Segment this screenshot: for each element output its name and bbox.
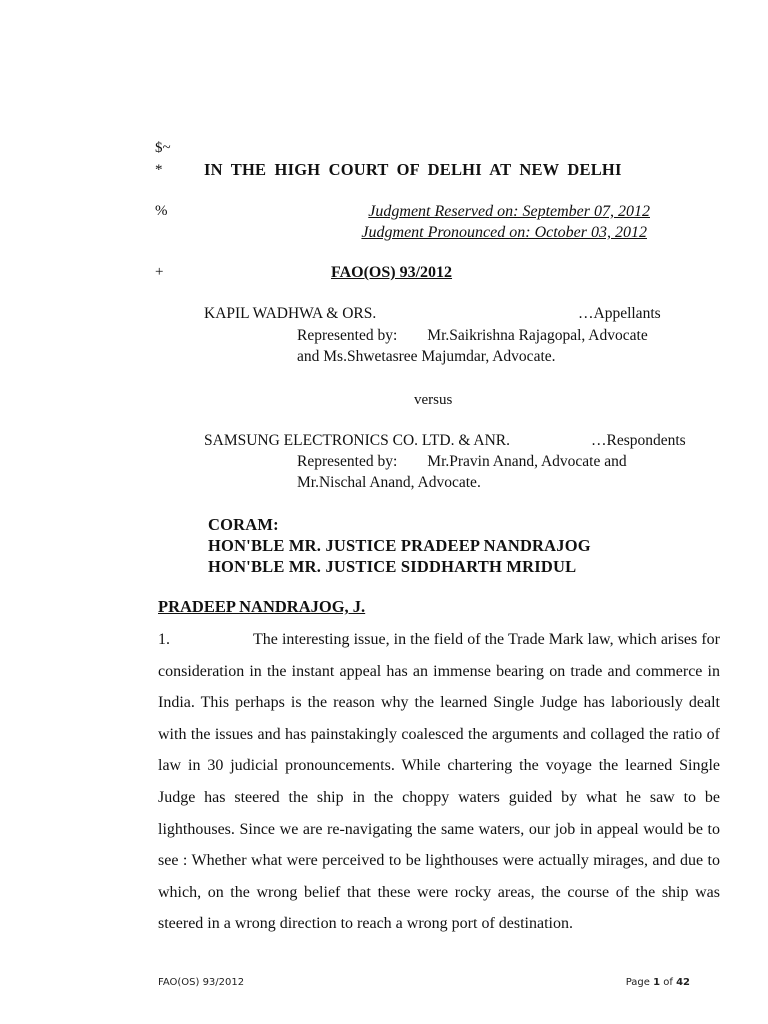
respondents-name: SAMSUNG ELECTRONICS CO. LTD. & ANR.: [204, 432, 511, 449]
appellants-name: KAPIL WADHWA & ORS.: [204, 305, 377, 322]
appellants-rep-line1: Mr.Saikrishna Rajagopal, Advocate: [427, 327, 648, 344]
coram-label: CORAM:: [208, 515, 279, 534]
coram-judge-2: HON'BLE MR. JUSTICE SIDDHARTH MRIDUL: [208, 557, 577, 576]
appellants-representation: [297, 327, 648, 345]
paragraph-1: [158, 624, 720, 940]
percent-marker: %: [155, 203, 168, 219]
paragraph-text: The interesting issue, in the field of the Trade Mark law, which arises for consideration in the instant appeal has an immense bearing on trade and commerce in India. This perhaps is the reason why the learned Single Judge has laboriously dealt with the issues and has painstakingly coalesced the arguments and collaged the ratio of law in 30 judicial pronouncements. While chartering the voyage the learned Single Judge has steered the ship in the choppy waters guided by what he saw to be lighthouses. Since we are re-navigating the same waters, our job in appeal would be to see : Whether what were perceived to be lighthouses were actually mirages, and due to which, on the wrong belief that these were rocky areas, the course of the ship was steered in a wrong direction to reach a wrong port of destination.: [158, 631, 720, 933]
dollar-marker: $~: [155, 140, 171, 156]
star-marker: *: [155, 162, 163, 178]
respondents-representation: [297, 453, 627, 471]
respondents-rep-line1: Mr.Pravin Anand, Advocate and: [427, 453, 627, 470]
footer-page-word: Page: [625, 977, 650, 988]
footer-total-pages: 42: [676, 977, 690, 988]
respondents-rep-line2: Mr.Nischal Anand, Advocate.: [297, 474, 481, 491]
coram-judge-1: HON'BLE MR. JUSTICE PRADEEP NANDRAJOG: [208, 536, 591, 555]
court-title: IN THE HIGH COURT OF DELHI AT NEW DELHI: [204, 160, 622, 179]
case-number: FAO(OS) 93/2012: [331, 264, 453, 281]
judgment-reserved-date: Judgment Reserved on: September 07, 2012: [368, 203, 650, 220]
appellants-rep-line2: and Ms.Shwetasree Majumdar, Advocate.: [297, 348, 556, 365]
paragraph-number: 1.: [158, 631, 170, 648]
respondents-rep-label: Represented by:: [297, 453, 398, 470]
respondents-role: …Respondents: [591, 432, 686, 449]
plus-marker: +: [155, 264, 164, 280]
footer-of-word: of: [663, 977, 673, 988]
appellants-rep-label: Represented by:: [297, 327, 398, 344]
footer-case-ref: FAO(OS) 93/2012: [158, 977, 245, 988]
author-heading: PRADEEP NANDRAJOG, J.: [158, 597, 366, 616]
footer-page-number: [626, 977, 690, 988]
appellants-role: …Appellants: [578, 305, 661, 322]
judgment-pronounced-date: Judgment Pronounced on: October 03, 2012: [361, 224, 647, 241]
footer-current-page: 1: [653, 977, 661, 988]
versus-label: versus: [414, 392, 453, 408]
